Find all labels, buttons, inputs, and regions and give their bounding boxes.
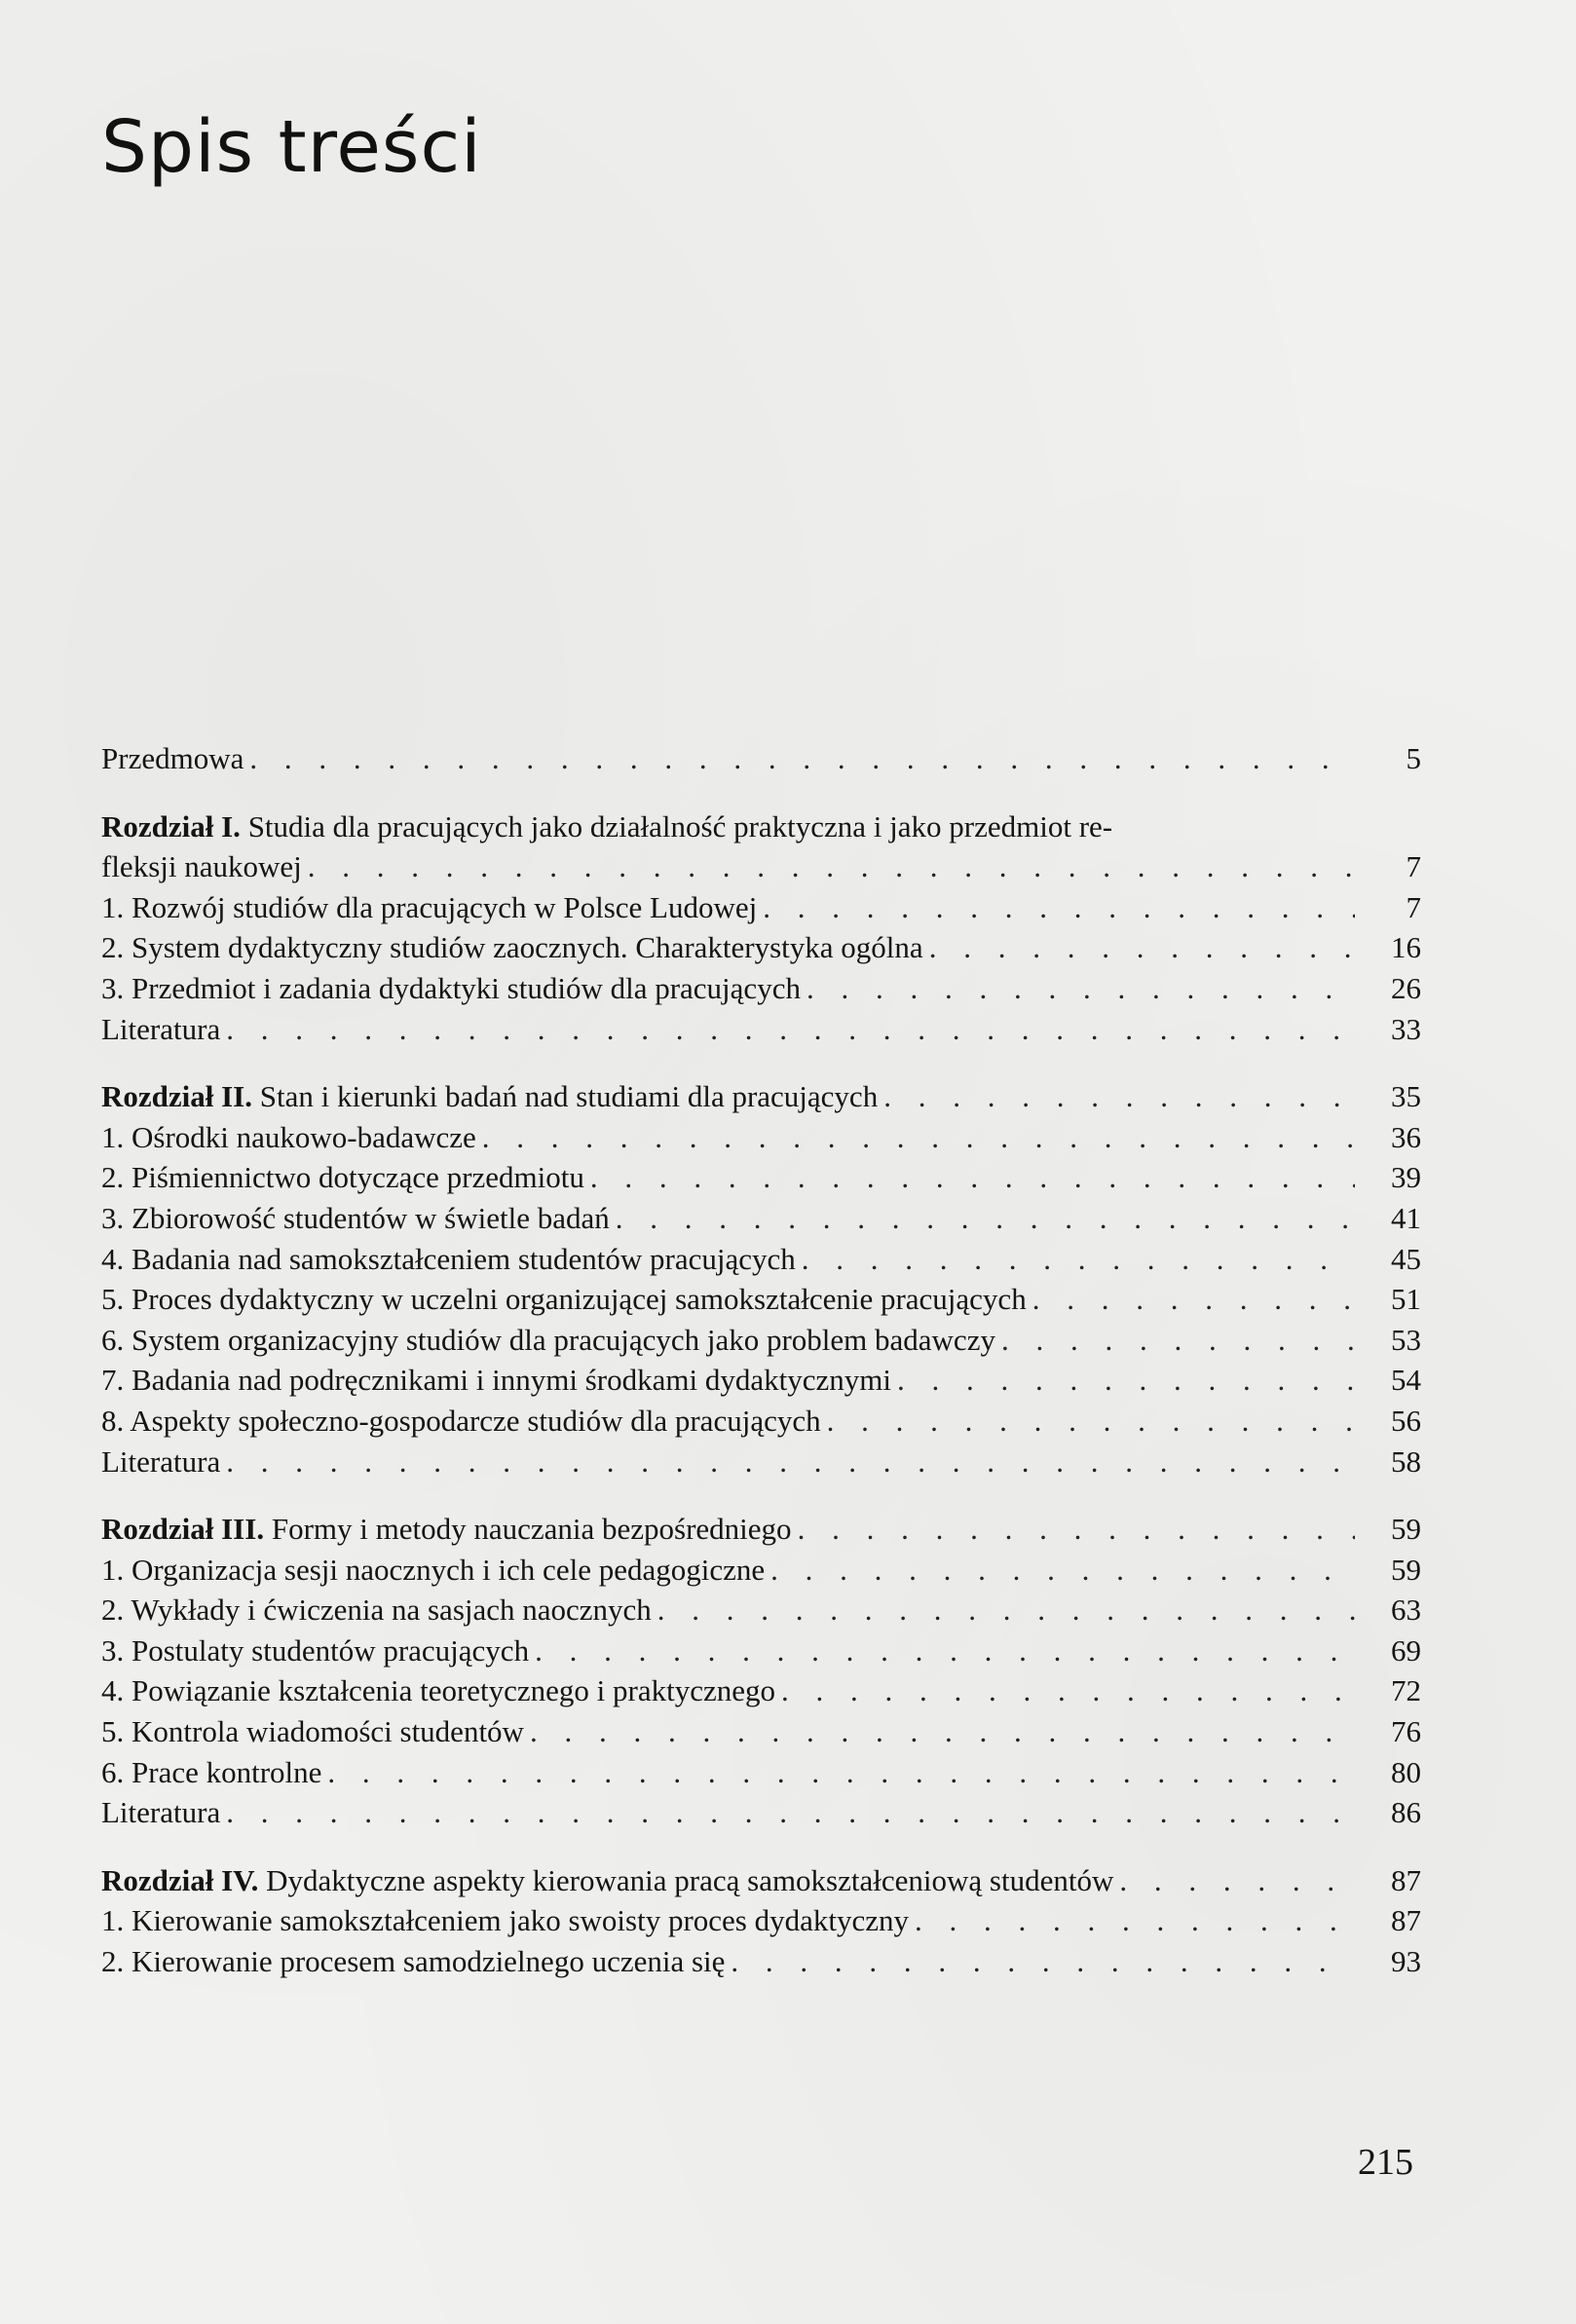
toc-section-label: 5. Kontrola wiadomości studentów bbox=[101, 1714, 524, 1749]
toc-section bbox=[101, 968, 1421, 1009]
leader-dots bbox=[482, 1117, 1355, 1158]
leader-dots bbox=[798, 1509, 1355, 1550]
toc-section bbox=[101, 1711, 1421, 1752]
leader-dots bbox=[770, 1550, 1355, 1591]
toc-section-page: 80 bbox=[1391, 1754, 1421, 1789]
toc-section bbox=[101, 1941, 1421, 1982]
toc-section bbox=[101, 1670, 1421, 1711]
toc-section-label: 1. Ośrodki naukowo-badawcze bbox=[101, 1119, 476, 1154]
leader-dots bbox=[308, 846, 1355, 887]
toc-section bbox=[101, 887, 1421, 928]
toc-section-label: 6. System organizacyjny studiów dla pracujących jako problem badawczy bbox=[101, 1322, 995, 1357]
toc-section bbox=[101, 1900, 1421, 1941]
chapter-label: Rozdział I. bbox=[101, 808, 241, 843]
leader-dots bbox=[226, 1792, 1355, 1833]
toc-section-page: 45 bbox=[1391, 1241, 1421, 1276]
toc-section-page: 7 bbox=[1406, 889, 1421, 924]
leader-dots bbox=[883, 1076, 1355, 1117]
page-title: Spis treści bbox=[101, 105, 482, 189]
leader-dots bbox=[249, 738, 1355, 779]
leader-dots bbox=[327, 1752, 1355, 1793]
toc-chapter-heading bbox=[101, 1509, 1421, 1550]
toc-section bbox=[101, 1117, 1421, 1158]
toc-entry-preface bbox=[101, 738, 1421, 779]
toc-chapter-heading bbox=[101, 1076, 1421, 1117]
toc-section bbox=[101, 1752, 1421, 1793]
chapter-title-part2: fleksji naukowej bbox=[101, 849, 302, 884]
toc-entry-page: 7 bbox=[1406, 849, 1421, 884]
toc-section-page: 59 bbox=[1391, 1552, 1421, 1587]
toc-section-page: 54 bbox=[1391, 1363, 1421, 1398]
toc-section-page: 86 bbox=[1391, 1795, 1421, 1830]
toc-entry-page: 59 bbox=[1391, 1512, 1421, 1547]
toc-section bbox=[101, 1009, 1421, 1050]
toc-section-label: 3. Postulaty studentów pracujących bbox=[101, 1632, 530, 1668]
toc-section-label: 1. Organizacja sesji naocznych i ich cele pedagogiczne bbox=[101, 1552, 766, 1587]
leader-dots bbox=[226, 1009, 1355, 1050]
toc-section bbox=[101, 927, 1421, 968]
leader-dots bbox=[827, 1401, 1355, 1442]
leader-dots bbox=[897, 1360, 1355, 1401]
leader-dots bbox=[616, 1198, 1355, 1239]
toc-section-page: 53 bbox=[1391, 1322, 1421, 1357]
page-number: 215 bbox=[1358, 2142, 1413, 2183]
toc-section-page: 16 bbox=[1391, 930, 1421, 965]
toc-section-page: 26 bbox=[1391, 970, 1421, 1005]
toc-section-page: 72 bbox=[1391, 1673, 1421, 1708]
toc-section bbox=[101, 1198, 1421, 1239]
toc-section bbox=[101, 1320, 1421, 1361]
toc-section-label: 4. Powiązanie kształcenia teoretycznego i praktycznego bbox=[101, 1673, 776, 1708]
leader-dots bbox=[915, 1900, 1355, 1941]
toc-chapter-heading-line2 bbox=[101, 846, 1421, 887]
toc-section-label: 6. Prace kontrolne bbox=[101, 1754, 322, 1789]
leader-dots bbox=[929, 927, 1355, 968]
leader-dots bbox=[731, 1941, 1355, 1982]
chapter-title: Stan i kierunki badań nad studiami dla pracujących bbox=[259, 1079, 879, 1114]
toc-chapter-heading-line1 bbox=[101, 806, 1421, 847]
toc-section-page: 87 bbox=[1391, 1903, 1421, 1938]
leader-dots bbox=[226, 1442, 1355, 1482]
leader-dots bbox=[1032, 1279, 1355, 1320]
toc-section-label: 1. Kierowanie samokształceniem jako swoisty proces dydaktyczny bbox=[101, 1903, 910, 1938]
toc-section-page: 93 bbox=[1391, 1944, 1421, 1979]
toc-section-label: Literatura bbox=[101, 1795, 221, 1830]
toc-section-page: 63 bbox=[1391, 1593, 1421, 1628]
toc-section bbox=[101, 1792, 1421, 1833]
leader-dots bbox=[657, 1590, 1355, 1631]
toc-section-page: 41 bbox=[1391, 1200, 1421, 1235]
table-of-contents bbox=[101, 738, 1421, 1982]
leader-dots bbox=[1119, 1860, 1355, 1901]
toc-section-label: 4. Badania nad samokształceniem studentów pracujących bbox=[101, 1241, 796, 1276]
leader-dots bbox=[535, 1631, 1355, 1671]
chapter-label: Rozdział II. bbox=[101, 1079, 252, 1114]
leader-dots bbox=[781, 1670, 1355, 1711]
toc-chapter-2 bbox=[101, 1076, 1421, 1481]
toc-chapter-3 bbox=[101, 1509, 1421, 1833]
toc-chapter-heading bbox=[101, 1860, 1421, 1901]
toc-section bbox=[101, 1590, 1421, 1631]
toc-section-page: 51 bbox=[1391, 1282, 1421, 1317]
toc-chapter-4 bbox=[101, 1860, 1421, 1982]
toc-section-label: 1. Rozwój studiów dla pracujących w Polsce Ludowej bbox=[101, 889, 758, 924]
toc-section-label: 8. Aspekty społeczno-gospodarcze studiów dla pracujących bbox=[101, 1403, 821, 1438]
chapter-label: Rozdział IV. bbox=[101, 1862, 259, 1897]
leader-dots bbox=[530, 1711, 1355, 1752]
toc-section-label: 2. Wykłady i ćwiczenia na sasjach naocznych bbox=[101, 1593, 652, 1628]
leader-dots bbox=[802, 1239, 1355, 1280]
chapter-title-part1: Studia dla pracujących jako działalność praktyczna i jako przedmiot re- bbox=[247, 808, 1113, 843]
toc-section bbox=[101, 1279, 1421, 1320]
leader-dots bbox=[590, 1157, 1355, 1198]
toc-section bbox=[101, 1631, 1421, 1671]
toc-entry-label: Przedmowa bbox=[101, 741, 244, 775]
toc-section-label: 3. Zbiorowość studentów w świetle badań bbox=[101, 1200, 610, 1235]
leader-dots bbox=[763, 887, 1355, 928]
toc-section-label: 5. Proces dydaktyczny w uczelni organizującej samokształcenie pracujących bbox=[101, 1282, 1027, 1317]
toc-entry-page: 87 bbox=[1391, 1862, 1421, 1897]
toc-section-label: 7. Badania nad podręcznikami i innymi środkami dydaktycznymi bbox=[101, 1363, 891, 1398]
toc-section-label: Literatura bbox=[101, 1011, 221, 1046]
leader-dots bbox=[807, 968, 1355, 1009]
leader-dots bbox=[1001, 1320, 1355, 1361]
chapter-title: Formy i metody nauczania bezpośredniego bbox=[271, 1512, 792, 1547]
toc-section-label: 3. Przedmiot i zadania dydaktyki studiów dla pracujących bbox=[101, 970, 801, 1005]
toc-section bbox=[101, 1550, 1421, 1591]
toc-section bbox=[101, 1239, 1421, 1280]
chapter-label: Rozdział III. bbox=[101, 1512, 265, 1547]
toc-section-label: Literatura bbox=[101, 1443, 221, 1479]
toc-section bbox=[101, 1157, 1421, 1198]
toc-section-label: 2. Kierowanie procesem samodzielnego uczenia się bbox=[101, 1944, 726, 1979]
toc-section-page: 33 bbox=[1391, 1011, 1421, 1046]
toc-section bbox=[101, 1360, 1421, 1401]
toc-section-page: 39 bbox=[1391, 1160, 1421, 1195]
toc-entry-page: 5 bbox=[1406, 741, 1421, 775]
chapter-title: Dydaktyczne aspekty kierowania pracą samokształceniową studentów bbox=[266, 1862, 1114, 1897]
toc-section-label: 2. System dydaktyczny studiów zaocznych. Charakterystyka ogólna bbox=[101, 930, 923, 965]
toc-section bbox=[101, 1401, 1421, 1442]
toc-section-page: 69 bbox=[1391, 1632, 1421, 1668]
toc-section-page: 36 bbox=[1391, 1119, 1421, 1154]
toc-entry-page: 35 bbox=[1391, 1079, 1421, 1114]
toc-section-label: 2. Piśmiennictwo dotyczące przedmiotu bbox=[101, 1160, 584, 1195]
toc-section-page: 76 bbox=[1391, 1714, 1421, 1749]
toc-section-page: 58 bbox=[1391, 1443, 1421, 1479]
toc-chapter-1 bbox=[101, 806, 1421, 1050]
toc-section bbox=[101, 1442, 1421, 1482]
toc-section-page: 56 bbox=[1391, 1403, 1421, 1438]
